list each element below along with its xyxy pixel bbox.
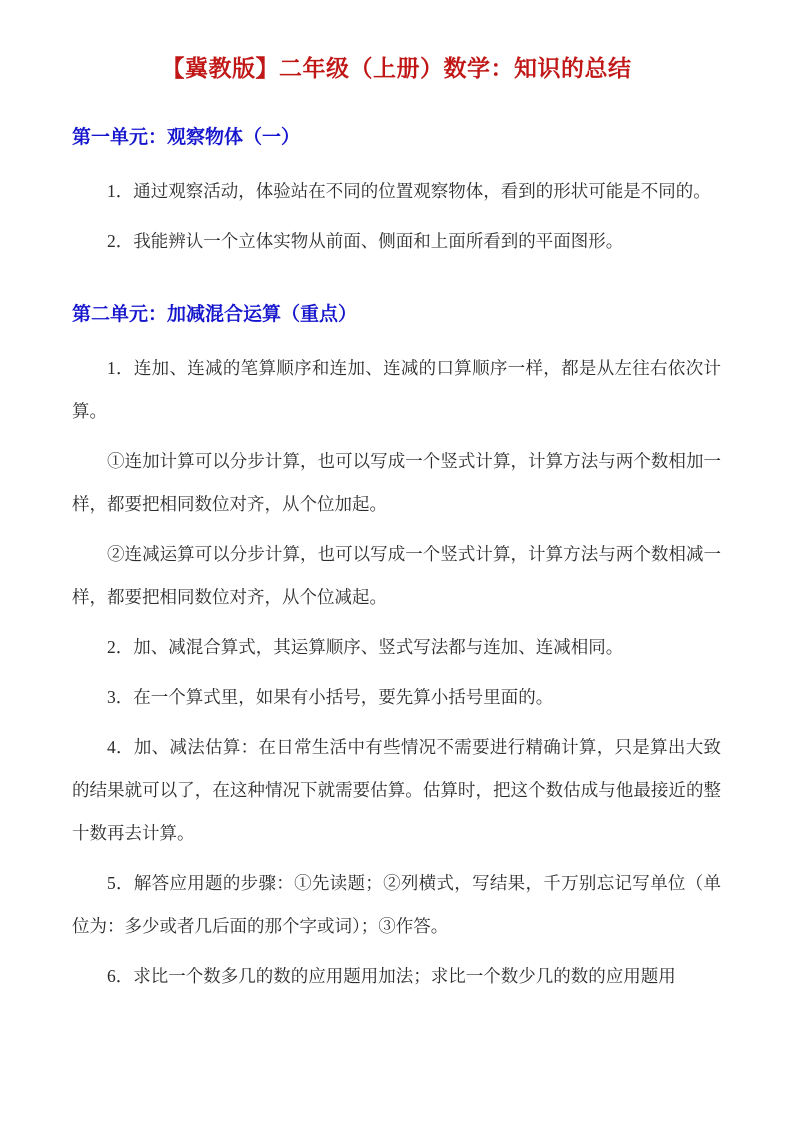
- paragraph: 6．求比一个数多几的数的应用题用加法；求比一个数少几的数的应用题用: [107, 966, 676, 986]
- section-heading: 第二单元：加减混合运算（重点）: [72, 304, 358, 325]
- section-heading: 第一单元：观察物体（一）: [72, 127, 301, 148]
- paragraph: ②连减运算可以分步计算，也可以写成一个竖式计算，计算方法与两个数相减一样，都要把相同数位对齐，从个位减起。: [72, 544, 721, 607]
- paragraph: 5．解答应用题的步骤：①先读题；②列横式，写结果，千万别忘记写单位（单位为：多少或者几后面的那个字或词）；③作答。: [72, 873, 721, 936]
- paragraph: 1．连加、连减的笔算顺序和连加、连减的口算顺序一样，都是从左往右依次计算。: [72, 358, 721, 421]
- section-unit-1: [72, 124, 721, 263]
- section-unit-2: [72, 301, 721, 998]
- paragraph: ①连加计算可以分步计算，也可以写成一个竖式计算，计算方法与两个数相加一样，都要把相同数位对齐，从个位加起。: [72, 451, 721, 514]
- document-title: 【冀教版】二年级（上册）数学：知识的总结: [161, 56, 632, 81]
- paragraph: 2．加、减混合算式，其运算顺序、竖式写法都与连加、连减相同。: [107, 637, 624, 657]
- paragraph: 4．加、减法估算：在日常生活中有些情况不需要进行精确计算，只是算出大致的结果就可以了，在这种情况下就需要估算。估算时，把这个数估成与他最接近的整十数再去计算。: [72, 737, 721, 843]
- paragraph: 1．通过观察活动，体验站在不同的位置观察物体，看到的形状可能是不同的。: [107, 181, 711, 201]
- paragraph: 3．在一个算式里，如果有小括号，要先算小括号里面的。: [107, 687, 554, 707]
- paragraph: 2．我能辨认一个立体实物从前面、侧面和上面所看到的平面图形。: [107, 231, 624, 251]
